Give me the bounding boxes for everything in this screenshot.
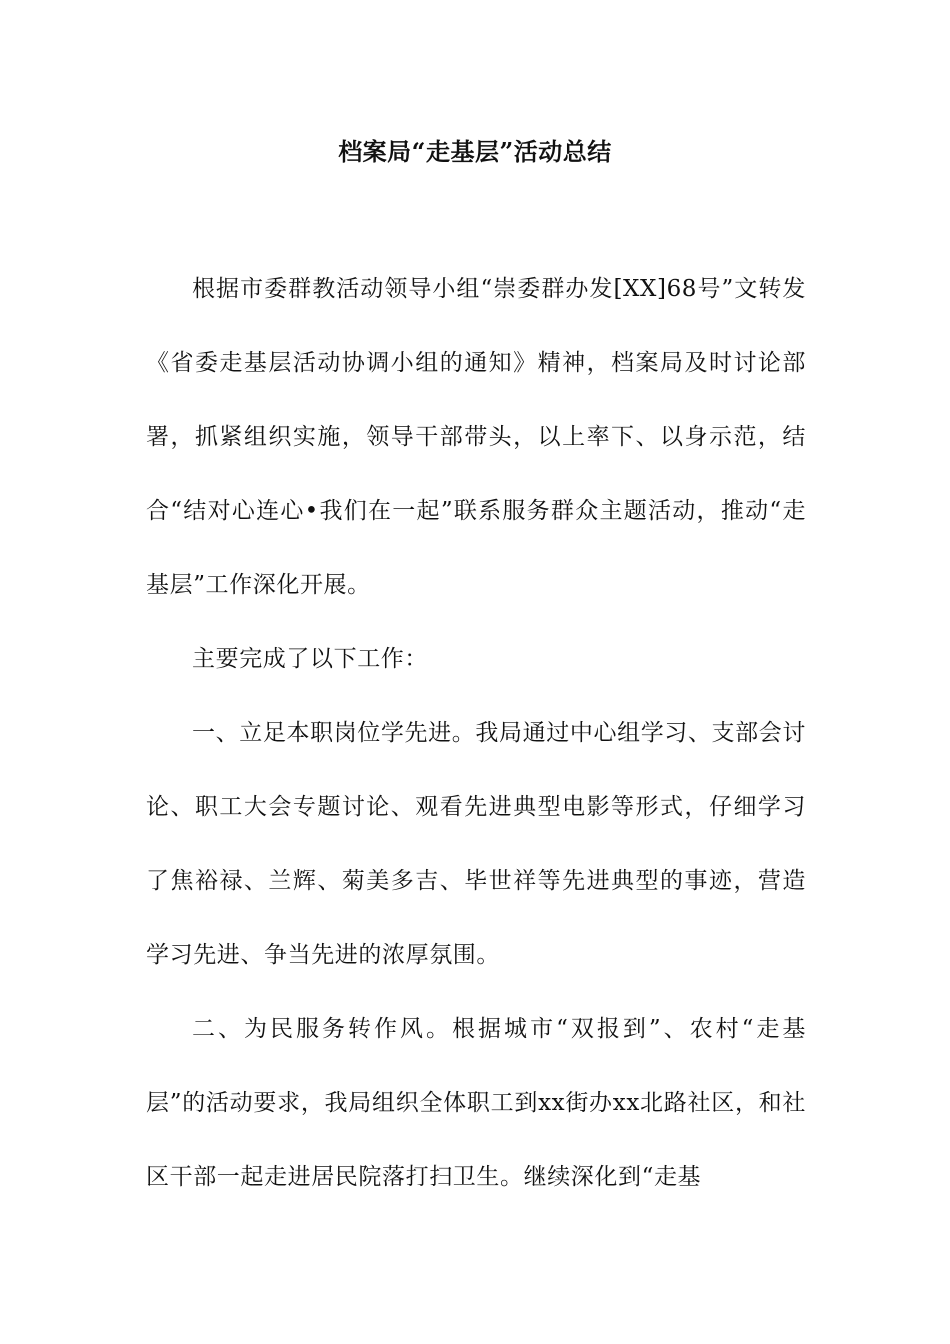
paragraph-item-two: 二、为民服务转作风。根据城市“双报到”、农村“走基层”的活动要求，我局组织全体职工到xx街办xx北路社区，和社区干部一起走进居民院落打扫卫生。继续深化到“走基	[146, 1016, 806, 1190]
paragraph-item-one: 一、立足本职岗位学先进。我局通过中心组学习、支部会讨论、职工大会专题讨论、观看先进典型电影等形式，仔细学习了焦裕禄、兰辉、菊美多吉、毕世祥等先进典型的事迹，营造学习先进、争当先进的浓厚氛围。	[146, 720, 806, 968]
document-title: 档案局“走基层”活动总结	[338, 137, 612, 166]
paragraph-intro: 根据市委群教活动领导小组“崇委群办发[XX]68号”文转发《省委走基层活动协调小组的通知》精神，档案局及时讨论部署，抓紧组织实施，领导干部带头，以上率下、以身示范，结合“结对心连心•我们在一起”联系服务群众主题活动，推动“走基层”工作深化开展。	[146, 276, 806, 598]
document-body	[146, 252, 806, 1214]
paragraph-summary-lead: 主要完成了以下工作：	[192, 646, 428, 672]
